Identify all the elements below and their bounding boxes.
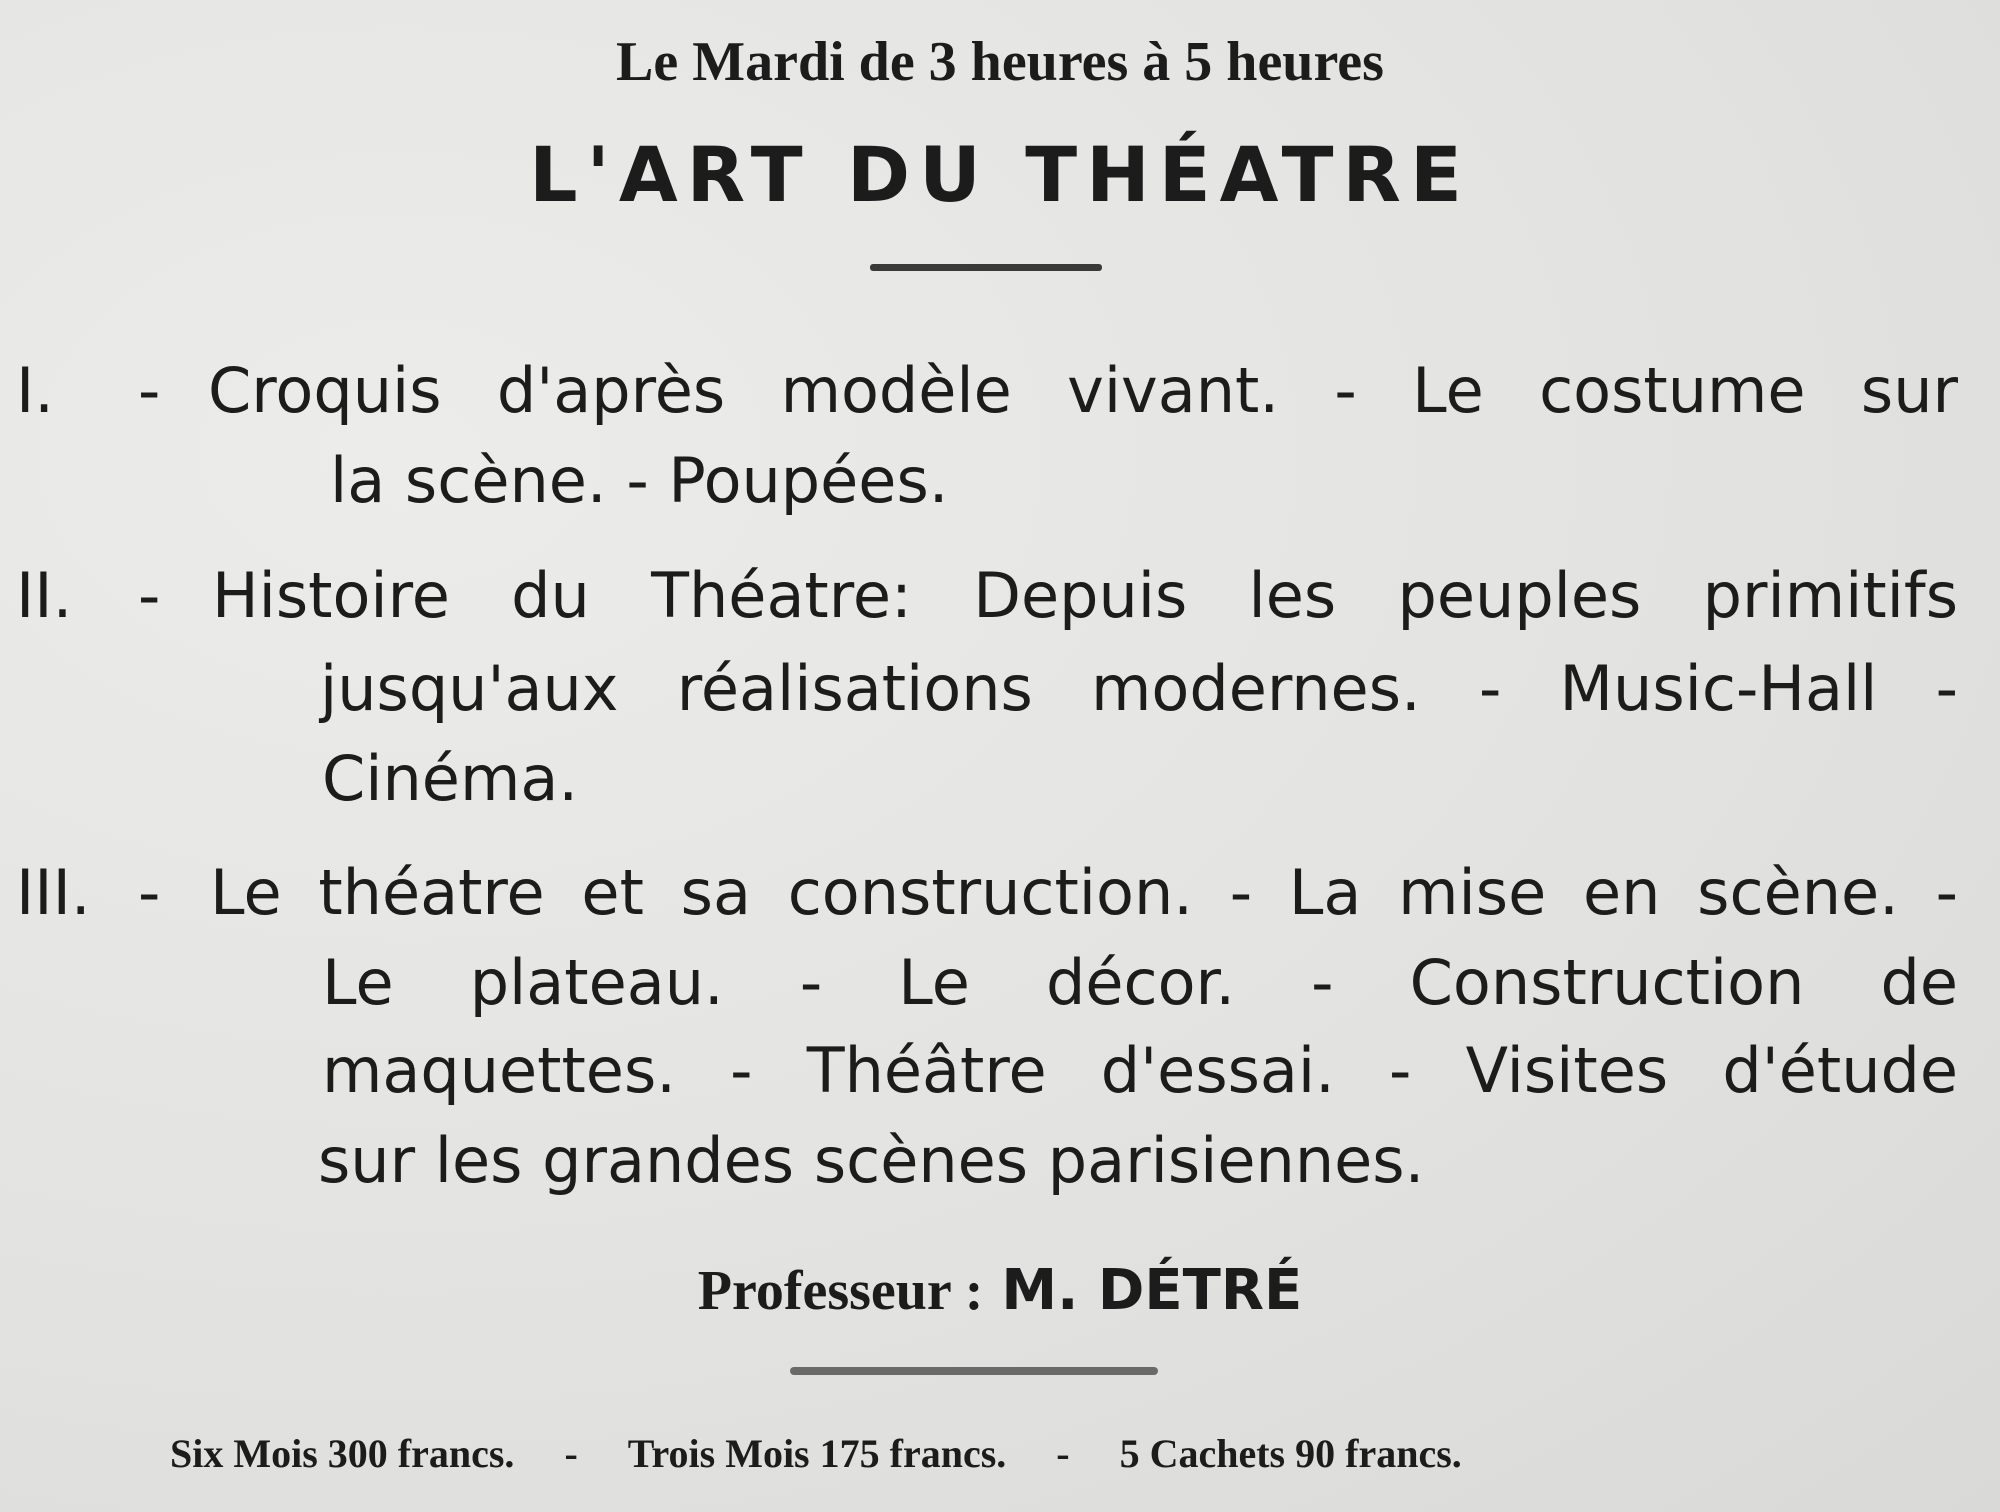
schedule-line: Le Mardi de 3 heures à 5 heures [616, 31, 1384, 93]
price-separator: - [564, 1431, 578, 1476]
item-2-line-2: jusqu'aux réalisations modernes. - Music-Hall - [320, 652, 1958, 725]
item-1-line-2: la scène. - Poupées. [330, 444, 949, 517]
price-cachets: 5 Cachets 90 francs. [1119, 1431, 1462, 1476]
bottom-divider [790, 1367, 1158, 1375]
item-3-line-2: Le plateau. - Le décor. - Construction de [322, 946, 1958, 1019]
item-1-numeral: I. [16, 354, 54, 427]
item-3-dash: - [138, 856, 161, 929]
item-3-line-4: sur les grandes scènes parisiennes. [318, 1124, 1425, 1197]
item-1-dash: - [138, 354, 161, 427]
price-separator: - [1056, 1431, 1070, 1476]
price-three-months: Trois Mois 175 francs. [627, 1431, 1007, 1476]
title-divider [870, 264, 1102, 271]
teacher-label: Professeur : [697, 1260, 984, 1322]
teacher-line [0, 1258, 2000, 1323]
item-2-dash: - [138, 559, 161, 632]
page-title: L'ART DU THÉATRE [529, 130, 1471, 219]
item-3-line-3: maquettes. - Théâtre d'essai. - Visites d'étude [322, 1034, 1958, 1107]
item-2-line-3: Cinéma. [322, 742, 579, 815]
item-3-numeral: III. [16, 856, 91, 929]
price-six-months: Six Mois 300 francs. [170, 1431, 515, 1476]
item-2-numeral: II. [16, 559, 73, 632]
item-3-line-1: Le théatre et sa construction. - La mise en scène. - [210, 856, 1958, 929]
item-2-line-1: Histoire du Théatre: Depuis les peuples primitifs [212, 559, 1958, 632]
item-1-line-1: Croquis d'après modèle vivant. - Le costume sur [208, 354, 1958, 427]
teacher-name: M. DÉTRÉ [1001, 1258, 1303, 1323]
price-line [170, 1430, 1462, 1477]
